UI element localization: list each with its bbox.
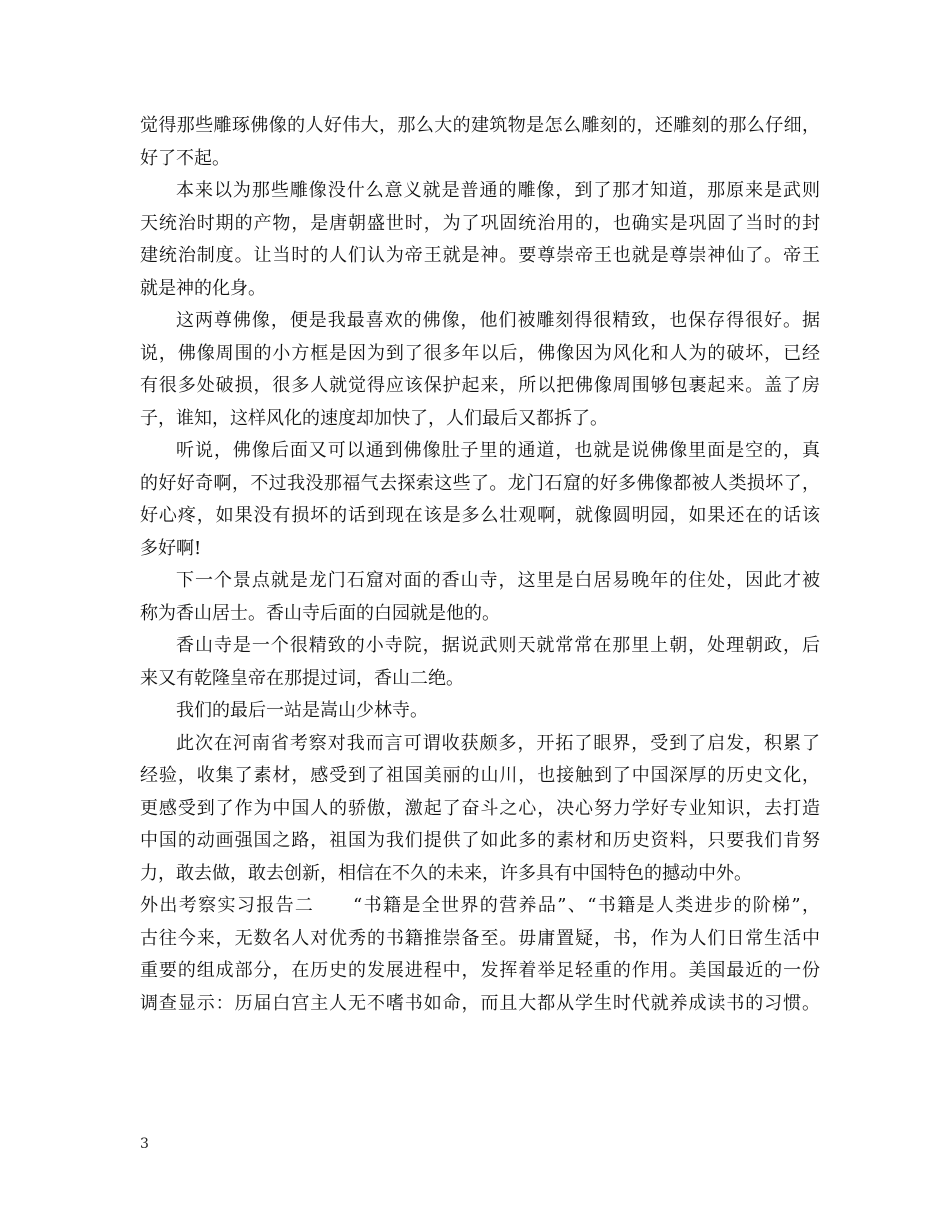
text-line: 称为香山居士。香山寺后面的白园就是他的。 [140,602,500,624]
text-line: 多好啊! [140,537,202,559]
page-number: 3 [140,1136,149,1152]
body-text [140,110,820,1020]
text-line: 就是神的化身。 [140,277,266,299]
text-line: 说，佛像周围的小方框是因为到了很多年以后，佛像因为风化和人为的破坏，已经 [140,342,820,364]
text-line: 的好好奇啊，不过我没那福气去探索这些了。龙门石窟的好多佛像都被人类损坏了， [140,472,820,494]
text-line: 经验，收集了素材，感受到了祖国美丽的山川，也接触到了中国深厚的历史文化， [140,765,820,786]
text-line: 好心疼，如果没有损坏的话到现在该是多么壮观啊，就像圆明园，如果还在的话该 [140,505,820,526]
text-line: 听说，佛像后面又可以通到佛像肚子里的通道，也就是说佛像里面是空的，真 [176,440,820,461]
text-line: 这两尊佛像，便是我最喜欢的佛像，他们被雕刻得很精致，也保存得很好。据 [176,310,820,331]
text-line: 天统治时期的产物，是唐朝盛世时，为了巩固统治用的，也确实是巩固了当时的封 [140,212,820,234]
text-line: 调查显示：历届白宫主人无不嗜书如命，而且大都从学生时代就养成读书的习惯。 [140,992,820,1014]
text-line: 中国的动画强国之路，祖国为我们提供了如此多的素材和历史资料，只要我们肯努 [140,830,820,851]
text-line: 重要的组成部分，在历史的发展进程中，发挥着举足轻重的作用。美国最近的一份 [140,960,820,981]
text-line: 我们的最后一站是嵩山少林寺。 [176,700,428,721]
text-line: 此次在河南省考察对我而言可谓收获颇多，开拓了眼界，受到了启发，积累了 [176,732,820,754]
text-line: 建统治制度。让当时的人们认为帝王就是神。要尊崇帝王也就是尊崇神仙了。帝王 [140,245,820,266]
text-line: 本来以为那些雕像没什么意义就是普通的雕像，到了那才知道，那原来是武则 [176,180,820,201]
text-line: 力，敢去做，敢去创新，相信在不久的未来，许多具有中国特色的撼动中外。 [140,862,752,884]
text-line: 觉得那些雕琢佛像的人好伟大，那么大的建筑物是怎么雕刻的，还雕刻的那么仔细， [140,115,820,136]
text-line: 好了不起。 [140,147,230,169]
text-line: 子，谁知，这样风化的速度却加快了，人们最后又都拆了。 [140,407,608,429]
text-line: 下一个景点就是龙门石窟对面的香山寺，这里是白居易晚年的住处，因此才被 [176,570,820,591]
text-line: 古往今来，无数名人对优秀的书籍推崇备至。毋庸置疑，书，作为人们日常生活中 [140,927,820,949]
text-line: 有很多处破损，很多人就觉得应该保护起来，所以把佛像周围够包裹起来。盖了房 [140,375,820,396]
text-line: 更感受到了作为中国人的骄傲，激起了奋斗之心，决心努力学好专业知识，去打造 [140,797,820,819]
text-line: 香山寺是一个很精致的小寺院，据说武则天就常常在那里上朝，处理朝政，后 [176,635,820,656]
text-line: 来又有乾隆皇帝在那提过词，香山二绝。 [140,667,464,689]
text-line: 外出考察实习报告二 “书籍是全世界的营养品”、“书籍是人类进步的阶梯”， [140,895,820,916]
